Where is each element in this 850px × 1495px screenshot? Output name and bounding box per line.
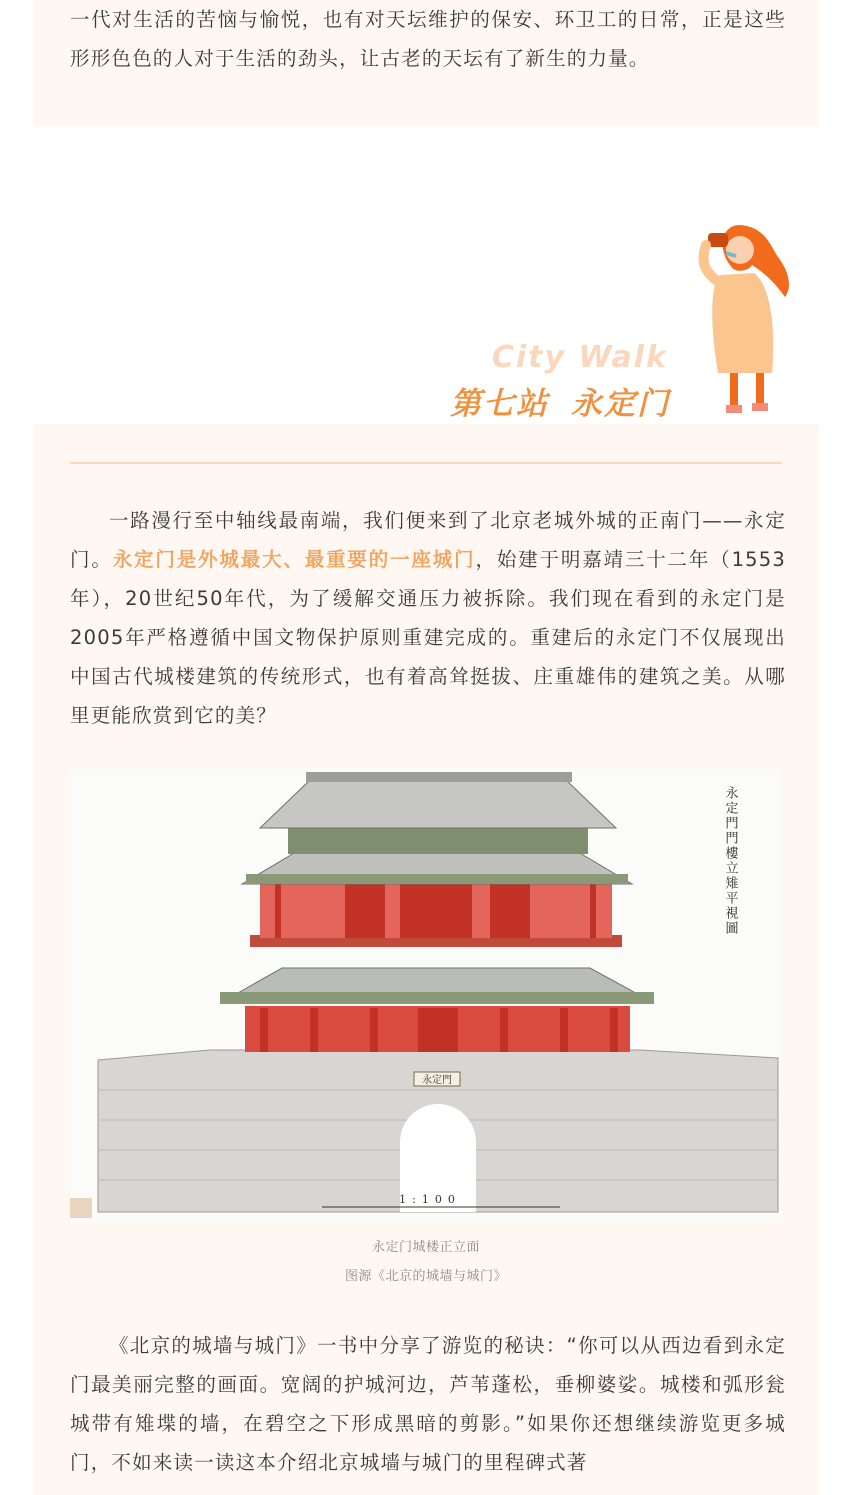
paragraph-intro-end: ，始建于明嘉靖三十二年（1553年），20世纪50年代，为了缓解交通压力被拆除。我们现在看到的永定门是2005年严格遵循中国文物保护原则重建完成的。重建后的永定门不仅展现出中国古代城楼建筑的传统形式，也有着高耸挺拔、庄重雄伟的建筑之美。从哪里更能欣赏到它的美？ [70, 548, 786, 727]
paragraph-book-quote: 《北京的城墙与城门》一书中分享了游览的秘诀：“你可以从西边看到永定门最美丽完整的画面。宽阔的护城河边，芦苇蓬松，垂柳婆娑。城楼和弧形瓮城带有雉堞的墙，在碧空之下形成黑暗的剪影。”如果你还想继续游览更多城门，不如来读一读这本介绍北京城墙与城门的里程碑式著 [70, 1334, 786, 1474]
previous-section-card [33, 0, 819, 127]
stop-title [450, 378, 670, 423]
stop-place: 永定门 [571, 386, 670, 422]
gate-elevation-figure [70, 770, 782, 1222]
gate-plaque: 永定門 [422, 1075, 452, 1086]
main-content-card [33, 424, 819, 1495]
paragraph-highlight: 永定门是外城最大、最重要的一座城门 [112, 548, 476, 571]
city-walk-subtitle: City Walk [491, 340, 668, 375]
section-heading [0, 180, 850, 420]
previous-section-paragraph: 一代对生活的苦恼与愉悦，也有对天坛维护的保安、环卫工的日常，正是这些形形色色的人对于生活的劲头，让古老的天坛有了新生的力量。 [70, 8, 786, 70]
figure-vertical-label: 永定門門樓立雉平視圖 [722, 786, 738, 936]
yongdingmen-elevation-drawing [70, 770, 782, 1222]
section-divider [70, 462, 782, 464]
figure-caption: 永定门城楼正立面 [371, 1240, 480, 1255]
paragraph-intro-start: 一路漫行至中轴线最南端，我们便来到了北京老城外城的正南门——永定门。 [70, 509, 786, 571]
scale-label: 1:100 [399, 1193, 461, 1206]
stop-number: 第七站 [450, 386, 549, 422]
figure-source: 图源《北京的城墙与城门》 [344, 1269, 507, 1284]
woman-with-camera-illustration [690, 205, 800, 420]
paragraph-intro [70, 501, 786, 735]
